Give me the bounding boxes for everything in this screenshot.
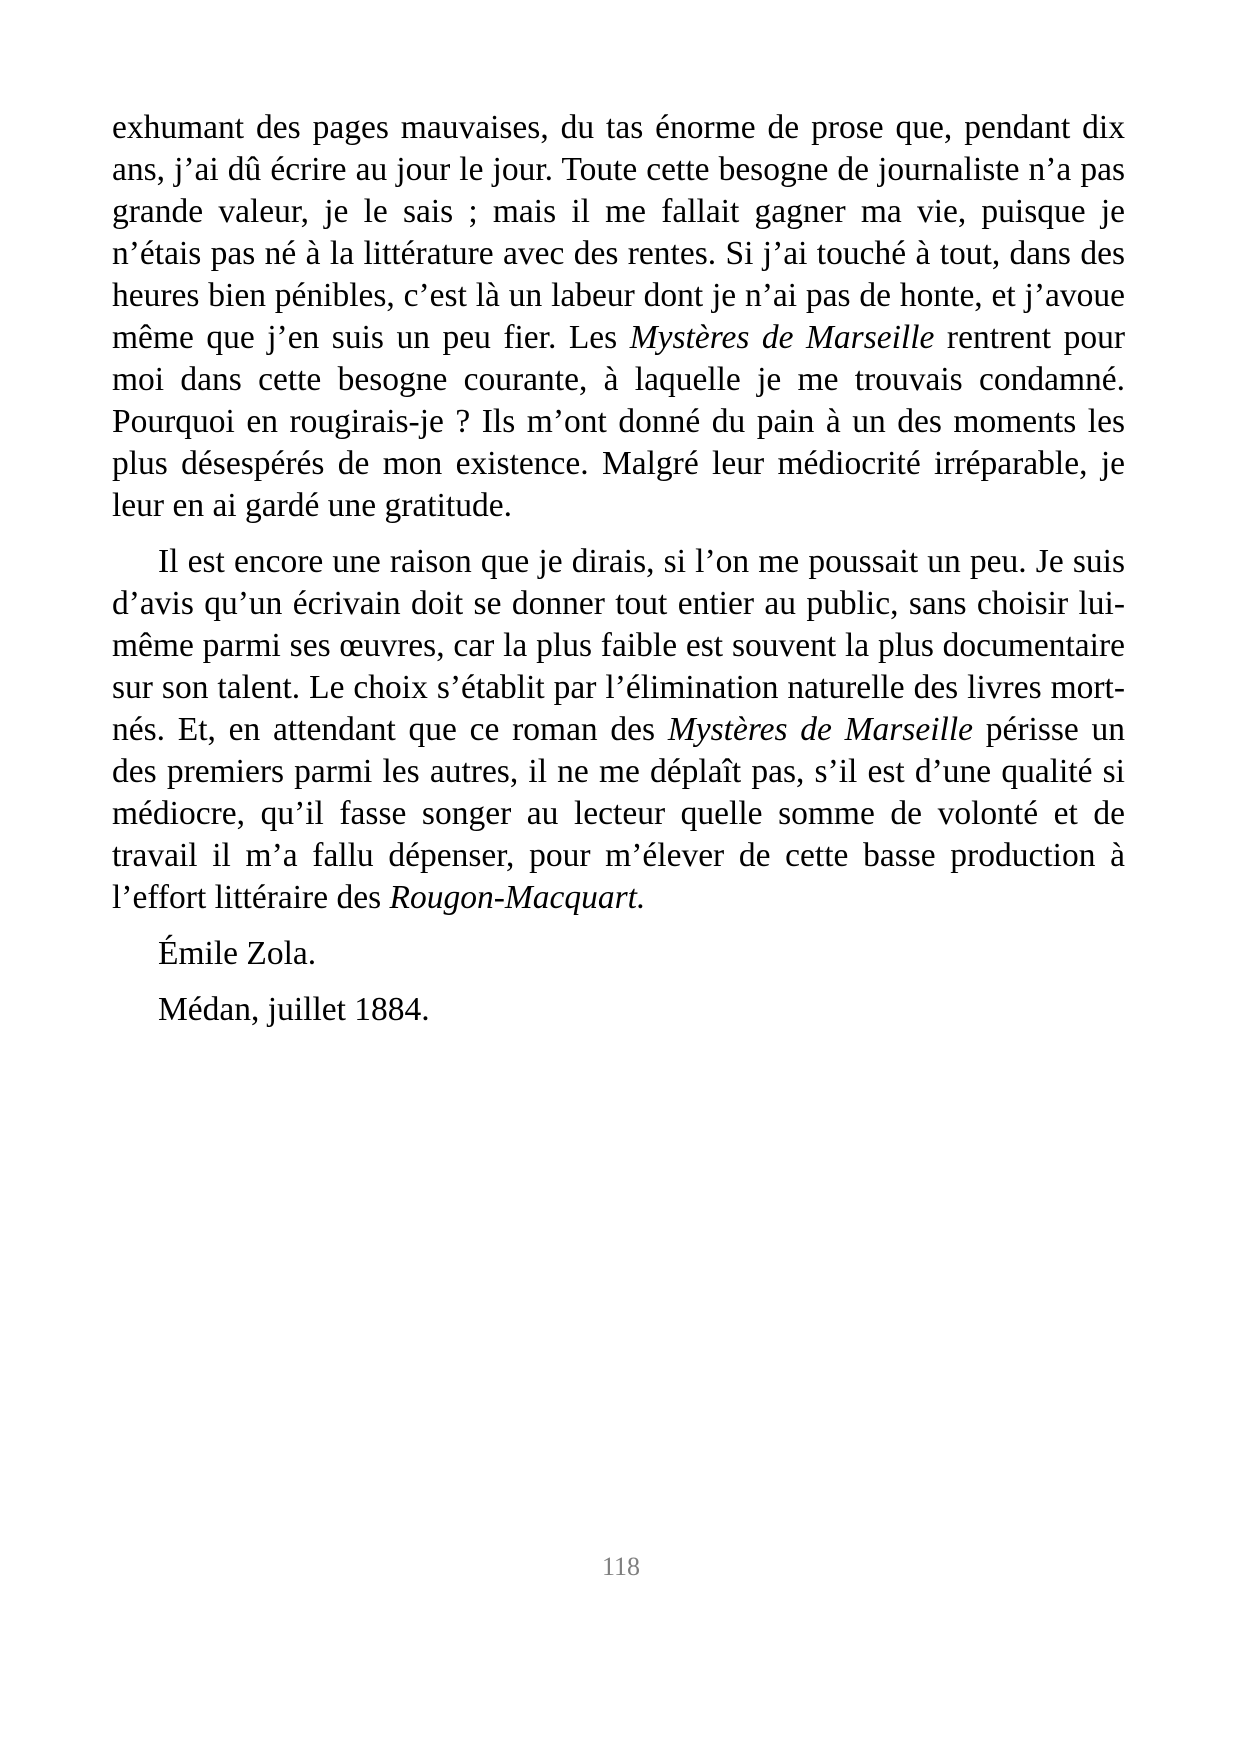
page-number: 118: [601, 1552, 641, 1581]
paragraph-1: [112, 107, 1125, 527]
place-date: Médan, juillet 1884.: [158, 991, 430, 1028]
body-text: [112, 107, 1125, 1031]
paragraph-2: [112, 541, 1125, 919]
paragraph-2-italic-work: Rougon-Macquart.: [389, 879, 646, 916]
paragraph-1-italic-title: Mystères de Marseille: [629, 319, 935, 356]
paragraph-2-text-1: Il est encore une raison que je dirais, si l’on me poussait un peu. Je suis d’avis qu’un écrivain doit se donner tout entier au public, sans choisir lui-même parmi ses œuvres, car la plus faible est souvent la plus documentaire sur son talent. Le choix s’établit par l’élimination naturelle des livres mort-nés. Et, en attendant que ce roman des: [112, 543, 1125, 748]
paragraph-2-italic-title: Mystères de Marseille: [667, 711, 973, 748]
paragraph-1-text-1: exhumant des pages mauvaises, du tas énorme de prose que, pendant dix ans, j’ai dû écrire au jour le jour. Toute cette besogne de journaliste n’a pas grande valeur, je le sais ; mais il me fallait gagner ma vie, puisque je n’étais pas né à la littérature avec des rentes. Si j’ai touché à tout, dans des heures bien pénibles, c’est là un labeur dont je n’ai pas de honte, et j’avoue même que j’en suis un peu fier. Les: [112, 109, 1125, 356]
author-signature: Émile Zola.: [158, 935, 317, 972]
paragraph-1-text-2: rentrent pour moi dans cette besogne courante, à laquelle je me trouvais condamné. Pourquoi en rougirais-je ? Ils m’ont donné du pain à un des moments les plus désespérés de mon existence. Malgré leur médiocrité irréparable, je leur en ai gardé une gratitude.: [112, 319, 1125, 524]
paragraph-2-text-2: périsse un des premiers parmi les autres, il ne me déplaît pas, s’il est d’une qualité si médiocre, qu’il fasse songer au lecteur quelle somme de volonté et de travail il m’a fallu dépenser, pour m’élever de cette basse production à l’effort littéraire des: [112, 711, 1125, 916]
